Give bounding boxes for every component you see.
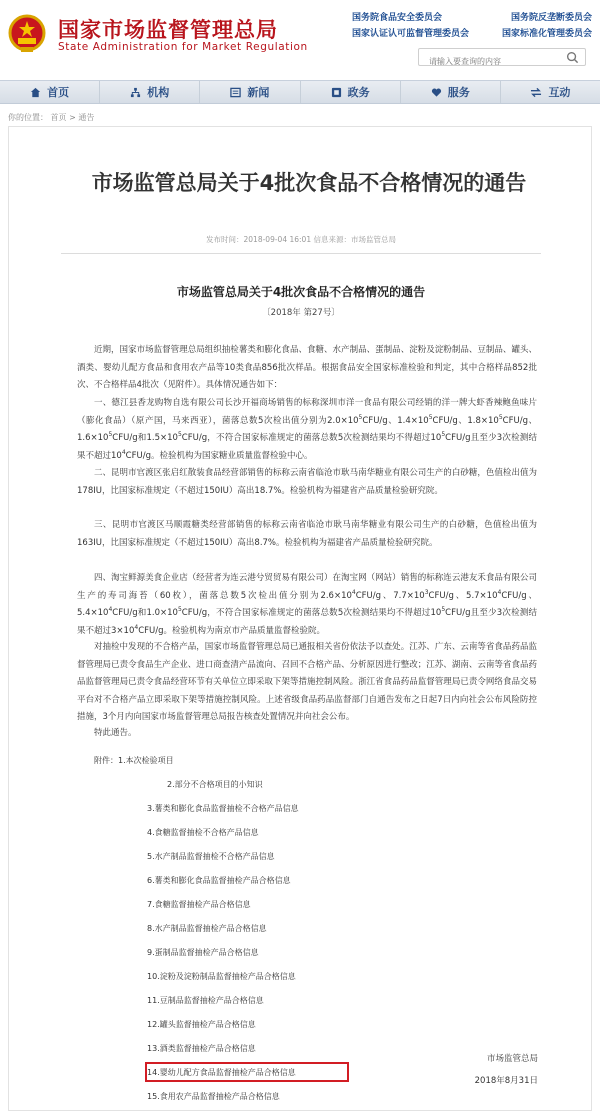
nav-home-label: 首页 [47, 86, 70, 99]
attachment-item[interactable]: 13.酒类监督抽检产品合格信息 [147, 1044, 256, 1053]
attachment-item[interactable]: 7.食糖监督抽检产品合格信息 [147, 900, 251, 909]
org-icon [130, 87, 141, 98]
attachment-item[interactable]: 2.部分不合格项目的小知识 [167, 780, 263, 789]
paragraph-closing: 特此通告。 [94, 728, 137, 738]
nav-gov[interactable] [301, 81, 401, 103]
nav-interact-label: 互动 [548, 86, 571, 99]
attachment-item[interactable]: 3.薯类和膨化食品监督抽检不合格产品信息 [147, 804, 299, 813]
nav-home[interactable] [0, 81, 100, 103]
nav-interact[interactable] [501, 81, 600, 103]
breadcrumb: 你的位置： 首页 > 通告 [8, 113, 95, 122]
article-subtitle: 市场监管总局关于4批次食品不合格情况的通告 [176, 285, 426, 299]
main-nav [0, 80, 600, 104]
search-box [418, 48, 586, 66]
paragraph-item-2: 二、昆明市官渡区张启红散装食品经营部销售的标称云南省临沧市耿马南华糖业有限公司生产的白砂糖，色值检出值为178IU，比国家标准规定（不超过150IU）高出18.7%。检验机构为福建省产品质量检验研究院。 [77, 468, 537, 496]
attachment-item[interactable]: 附件：1.本次检验项目 [94, 756, 174, 765]
attachment-item[interactable]: 4.食糖监督抽检不合格产品信息 [147, 828, 259, 837]
top-link-food-safety[interactable]: 国务院食品安全委员会 [352, 13, 443, 23]
document-number: 〔2018年 第27号〕 [262, 308, 340, 318]
nav-news[interactable] [200, 81, 300, 103]
paragraph-measures: 对抽检中发现的不合格产品，国家市场监督管理总局已通报相关省份依法予以查处。江苏、广东、云南等省食品药品监督管理局已责令食品生产企业、进口商查清产品流向、召回不合格产品、分析原因进行整改；江苏、湖南、云南等省食品药品监督管理局已责令食品经营环节有关单位立即采取下架等措施控制风险。浙江省食品药品监督管理局已责令网络食品交易平台对不合格产品立即采取下架等措施控制风险。上述省级食品药品监督部门自通告发布之日起7日内向社会公布风险防控措施，3个月内向国家市场监督管理总局报告核查处置情况并向社会公布。 [77, 642, 537, 722]
attachment-item[interactable]: 12.罐头监督抽检产品合格信息 [147, 1020, 256, 1029]
nav-service-label: 服务 [447, 86, 470, 99]
news-icon [230, 87, 241, 98]
paragraph-intro: 近期，国家市场监督管理总局组织抽检薯类和膨化食品、食糖、水产制品、蛋制品、淀粉及淀粉制品、豆制品、罐头、酒类、婴幼儿配方食品和食用农产品等10类食品856批次样品。根据食品安全国家标准检验和判定，其中合格样品852批次、不合格样品4批次（见附件）。具体情况通告如下： [77, 345, 537, 390]
nav-gov-label: 政务 [347, 86, 370, 99]
site-title-en: State Administration for Market Regulation [58, 41, 308, 53]
page-title: 市场监管总局关于4批次食品不合格情况的通告 [91, 171, 527, 195]
paragraph-item-1: 一、德江县香龙购物自选有限公司长沙开福商场销售的标称深圳市洋一食品有限公司经销的洋一牌大虾香辣鲍鱼味片（膨化食品）（原产国，马来西亚），菌落总数5次检出值分别为$2.0\times 10^5CFU/g$、$1.4\times 10^5CFU/g$、$1.8\times 10^5CFU/g$、$1.6\times 10^5CFU/g$和$1.5\times 10^5CFU/g$，不符合国家标准规定的菌落总数5次检测结果均不得超过$10^5CFU/g$且至少3次检测结果不超过$10^4CFU/g$。检验机构为国家糖业质量监督检验中心。 [77, 398, 537, 461]
service-icon [431, 87, 442, 98]
nav-org[interactable] [100, 81, 200, 103]
site-header [0, 0, 600, 76]
paragraph-item-3: 三、昆明市官渡区马顺霞糖类经营部销售的标称云南省临沧市耿马南华糖业有限公司生产的白砂糖，色值检出值为163IU，比国家标准规定（不超过150IU）高出8.7%。检验机构为福建省产品质量检验研究院。 [77, 520, 537, 548]
top-link-antimonopoly[interactable]: 国务院反垄断委员会 [510, 13, 592, 23]
nav-news-label: 新闻 [247, 86, 270, 99]
top-links [352, 10, 592, 42]
home-icon [30, 87, 41, 98]
attachment-item[interactable]: 15.食用农产品监督抽检产品合格信息 [147, 1092, 280, 1101]
nav-service[interactable] [401, 81, 501, 103]
interact-icon [530, 87, 542, 98]
gov-icon [331, 87, 342, 98]
article-meta: 发布时间：2018-09-04 16:01 信息来源：市场监管总局 [206, 235, 396, 244]
highlight-box [145, 1062, 349, 1082]
signature-org: 市场监管总局 [486, 1054, 538, 1064]
divider [61, 253, 541, 254]
attachment-item[interactable]: 5.水产制品监督抽检不合格产品信息 [147, 852, 275, 861]
search-icon[interactable] [566, 51, 579, 64]
article-panel [8, 126, 592, 1111]
attachment-item[interactable]: 11.豆制品监督抽检产品合格信息 [147, 996, 264, 1005]
search-input[interactable] [419, 54, 557, 70]
paragraph-item-4: 四、淘宝鲜源美食企业店（经营者为连云港兮贸贸易有限公司）在淘宝网（网站）销售的标称连云港友禾食品有限公司生产的寿司海苔（60枚），菌落总数5次检出值分别为$2.6\times 10^4CFU/g$、$7.7\times 10^3CFU/g$、$5.7\times 10^4CFU/g$、$5.4\times 10^4CFU/g$和$1.0\times 10^5CFU/g$，不符合国家标准规定的菌落总数5次检测结果均不得超过$10^5CFU/g$且至少3次检测结果不超过$3\times 10^4CFU/g$。检验机构为南京市产品质量监督检验院。 [77, 573, 537, 636]
signature-date: 2018年8月31日 [474, 1076, 538, 1086]
attachment-item[interactable]: 10.淀粉及淀粉制品监督抽检产品合格信息 [147, 972, 296, 981]
attachment-item[interactable]: 8.水产制品监督抽检产品合格信息 [147, 924, 267, 933]
attachment-item[interactable]: 6.薯类和膨化食品监督抽检产品合格信息 [147, 876, 291, 885]
top-link-sac[interactable]: 国家标准化管理委员会 [501, 29, 592, 39]
national-emblem-icon [8, 14, 46, 54]
attachment-item[interactable]: 9.蛋制品监督抽检产品合格信息 [147, 948, 259, 957]
attachment-item-highlighted[interactable]: 14.婴幼儿配方食品监督抽检产品合格信息 [147, 1068, 296, 1077]
nav-org-label: 机构 [147, 86, 170, 99]
site-title[interactable]: 国家市场监督管理总局 [58, 18, 278, 42]
top-link-cnca[interactable]: 国家认证认可监督管理委员会 [352, 29, 470, 39]
